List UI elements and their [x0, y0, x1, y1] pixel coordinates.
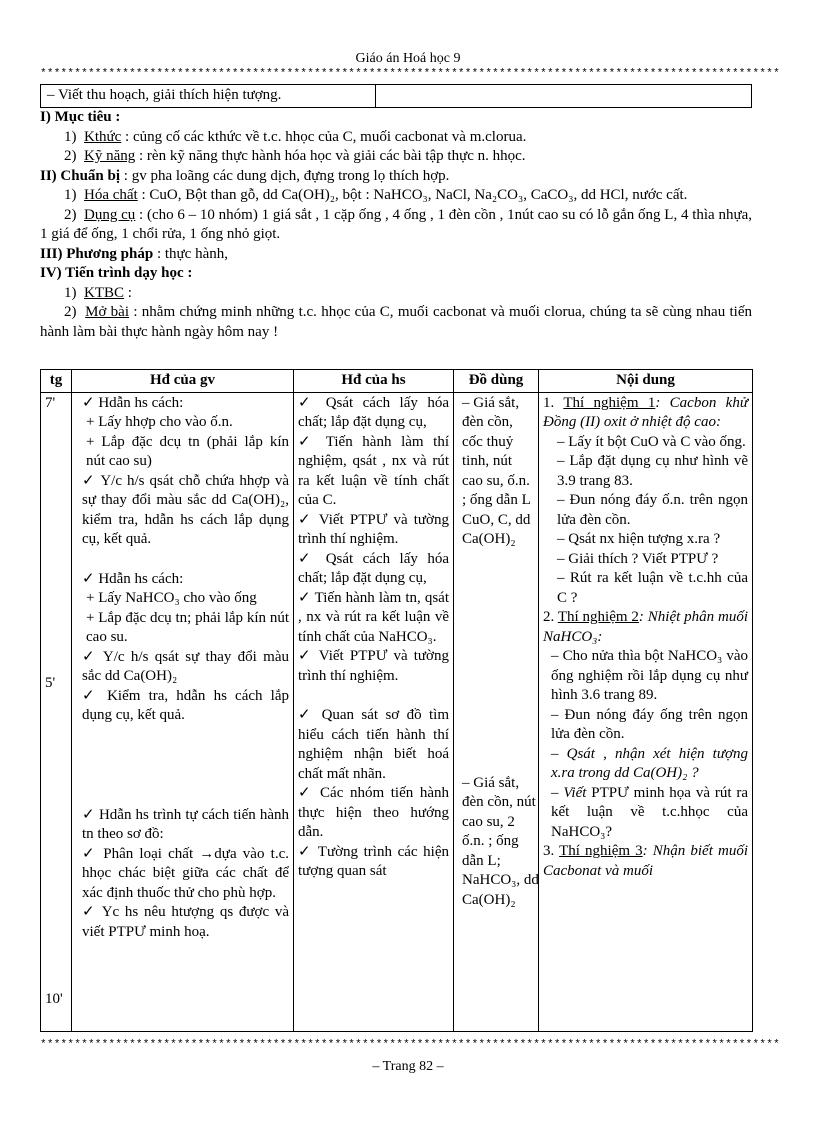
col-header-noidung: Nội dung [539, 370, 753, 393]
tn3-num: 3. [543, 843, 560, 859]
tn3-title: : Nhận biết muối Cacbonat và muối [543, 843, 748, 879]
s4-item1-label: KTBC [84, 284, 125, 301]
tn2-label: Thí nghiệm 2 [557, 609, 639, 625]
tn2-title: : Nhiệt phân muối NaHCO₃: [543, 609, 748, 645]
tn1-num: 1. [543, 394, 564, 411]
s4-item2-text: : nhằm chứng minh những t.c. hhọc của C, muối cacbonat và muối clorua, chúng ta sẽ cùng nhau tiến hành làm bài thực hành ngày hôm nay ! [40, 304, 752, 340]
carryover-left-cell: – Viết thu hoạch, giải thích hiện tượng. [41, 85, 376, 108]
tg-value-1: 7' [45, 394, 56, 411]
lesson-activity-table [40, 369, 753, 1032]
section-4-title: IV) Tiến trình dạy học : [40, 265, 193, 281]
s2-text: : gv pha loãng các dung dịch, đựng trong lọ thích hợp. [120, 167, 450, 184]
tn1-step: – Lắp đặt dụng cụ như hình vẽ 3.9 trang 83. [557, 453, 748, 489]
gv-line: ✓ Yc hs nêu htượng qs được và viết PTPƯ minh hoạ. [82, 904, 289, 940]
hs-line: ✓ Viết PTPƯ và tường trình thí nghiệm. [298, 648, 449, 684]
tn2-step: – Cho nửa thìa bột NaHCO₃ vào ống nghiệm rồi lắp dụng cụ như hình 3.6 trang 89. [551, 648, 748, 703]
s2-item1-text: : CuO, Bột than gỗ, dd Ca(OH)₂, bột : NaHCO₃, NaCl, Na₂CO₃, CaCO₃, dd HCl, nước cất. [137, 187, 688, 203]
hs-line: ✓ Tường trình các hiện tượng quan sát [298, 843, 449, 879]
hs-line: ✓ Qsát cách lấy hóa chất; lắp đặt dụng cụ, [298, 394, 449, 430]
gv-line: + Lắp đặc dcụ tn; phải lắp kín nút cao su. [86, 609, 289, 645]
dodung-group-1: – Giá sắt, đèn cồn, cốc thuỷ tinh, nút cao su, ố.n. ; ống dẫn L CuO, C, dd Ca(OH)₂ [462, 394, 531, 547]
s2-item2-text: : (cho 6 – 10 nhóm) 1 giá sắt , 1 cặp ống , 4 ống , 1 đèn cồn , 1nút cao su có lỗ gắn ống L, 4 thìa nhựa, 1 giá để ống, 1 chổi rửa, 1 ống nhỏ giọt. [40, 206, 753, 242]
gv-line: ✓ Y/c h/s qsát sự thay đổi màu sắc dd Ca(OH)₂ [82, 648, 289, 684]
section-1-title: I) Mục tiêu : [40, 109, 121, 125]
gv-line: + Lắp đặc dcụ tn (phải lắp kín nút cao su) [86, 433, 289, 469]
tn2-step: – Đun nóng đáy ống trên ngọn lửa đèn cồn. [551, 706, 748, 742]
dodung-cell [454, 392, 539, 1031]
tn1-step: – Giải thích ? Viết PTPƯ ? [557, 550, 719, 567]
hs-line: ✓ Quan sát sơ đồ tìm hiểu cách tiến hành thí nghiệm nhận biết hoá chất mất nhãn. [298, 707, 449, 782]
tg-value-2: 5' [45, 674, 56, 691]
hs-line: ✓ Các nhóm tiến hành thực hiện theo hướng dẫn. [298, 785, 449, 840]
lesson-sections: I) Mục tiêu : 1) Kthức : củng cố các kthức về t.c. hhọc của C, muối cacbonat và m.clorua. 2) Kỹ năng : rèn kỹ năng thực hành hóa học và giải các bài tập thực n. hhọc. II) Chuẩn bị : gv pha loãng các dung dịch, đựng trong lọ thích hợp. 1) Hóa chất : CuO, Bột than gỗ, dd Ca(OH)₂, bột : NaHCO₃, NaCl, Na₂CO₃, CaCO₃, dd HCl, nước cất. 2) Dụng cụ : (cho 6 – 10 nhóm) 1 giá sắt , 1 cặp ống , 4 ống , 1 đèn cồn , 1nút cao su có lỗ gắn ống L, 4 thìa nhựa, 1 giá để ống, 1 chổi rửa, 1 ống nhỏ giọt. III) Phương pháp : thực hành, IV) Tiến trình dạy học : 1) KTBC : 2) Mở bài : nhằm chứng minh những t.c. hhọc của C, muối cacbonat và muối clorua, chúng ta sẽ cùng nhau tiến hành làm bài thực hành ngày hôm nay ! [40, 109, 753, 340]
gv-line: ✓ Y/c h/s qsát chỗ chứa hhợp và sự thay đổi màu sắc dd Ca(OH)₂, kiểm tra, hdẫn hs cách lắp dụng cụ, kết quả. [82, 472, 289, 547]
gv-line: + Lấy NaHCO₃ cho vào ống [86, 590, 257, 606]
col-header-gv: Hđ của gv [72, 370, 294, 393]
gv-line: ✓ Hdẫn hs cách: [82, 570, 184, 587]
tn2-step4-verb: – Viết [551, 784, 587, 801]
footer-star-divider: ************************************************************************************************************ [40, 1039, 780, 1051]
carryover-right-cell [376, 85, 752, 108]
tn1-step: – Qsát nx hiện tượng x.ra ? [557, 531, 721, 547]
s3-text: : thực hành, [153, 245, 228, 262]
header-star-divider: ************************************************************************************************************ [40, 68, 780, 80]
s1-item1-label: Kthức [84, 128, 122, 145]
tn2-step4-text: PTPƯ minh họa và rút ra kết luận về t.c.hhọc của NaHCO₃? [551, 784, 749, 840]
section-3-title: III) Phương pháp [40, 245, 154, 262]
carryover-table [40, 84, 752, 108]
gv-cell [72, 392, 294, 1031]
tn1-step: – Rút ra kết luận về t.c.hh của C ? [557, 570, 748, 606]
tn2-step3: – Qsát , nhận xét hiện tượng x.ra trong dd Ca(OH)₂ ? [551, 745, 748, 781]
tn3-label: Thí nghiệm 3 [559, 843, 643, 859]
gv-line: + Lấy hhợp cho vào ố.n. [86, 414, 233, 430]
s4-item2-label: Mở bài [85, 304, 130, 320]
tg-value-3: 10' [45, 990, 63, 1007]
s4-item1-text: : [124, 284, 132, 301]
tn1-title: : Cacbon khử Đồng (II) oxit ở nhiệt độ cao: [543, 394, 748, 430]
tn1-label: Thí nghiệm 1 [563, 394, 656, 411]
col-header-dodung: Đồ dùng [454, 370, 539, 393]
hs-line: ✓ Qsát cách lấy hóa chất; lắp đặt dụng cụ, [298, 550, 449, 586]
s1-item2-text: : rèn kỹ năng thực hành hóa học và giải các bài tập thực n. hhọc. [135, 148, 526, 164]
hs-line: ✓ Viết PTPƯ và tường trình thí nghiệm. [298, 511, 449, 547]
hs-line: ✓ Tiến hành làm tn, qsát , nx và rút ra kết luận về tính chất của NaHCO₃. [298, 589, 449, 645]
gv-line: ✓ Phân loại chất →dựa vào t.c. hhọc chác biệt giữa các chất để xác định thuốc thử cho phù hợp. [82, 845, 289, 901]
s1-item1-text: : củng cố các kthức về t.c. hhọc của C, muối cacbonat và m.clorua. [121, 128, 527, 145]
s1-item2-label: Kỹ năng [84, 148, 136, 164]
tg-cell [41, 392, 72, 1031]
hs-cell [294, 392, 454, 1031]
col-header-tg: tg [41, 370, 72, 393]
gv-line: ✓ Hdẫn hs cách: [82, 394, 184, 411]
noidung-cell [539, 392, 753, 1031]
page-number: – Trang 82 – [372, 1059, 444, 1074]
tn2-num: 2. [543, 609, 558, 625]
hs-line: ✓ Tiến hành làm thí nghiệm, qsát , nx và rút ra kết luận về tính chất của C. [298, 433, 449, 508]
gv-line: ✓ Hdẫn hs trình tự cách tiến hành tn theo sơ đồ: [82, 806, 289, 842]
page-header-title: Giáo án Hoá học 9 [355, 51, 461, 66]
col-header-hs: Hđ của hs [294, 370, 454, 393]
gv-line: ✓ Kiểm tra, hdẫn hs cách lắp dụng cụ, kết quả. [82, 687, 289, 723]
s2-item1-label: Hóa chất [84, 187, 138, 203]
section-2-title: II) Chuẩn bị [40, 167, 121, 184]
tn1-step: – Lấy ít bột CuO và C vào ống. [557, 433, 746, 450]
dodung-group-2: – Giá sắt, đèn cồn, nút cao su, 2 ố.n. ; ống dẫn L; NaHCO₃, dd Ca(OH)₂ [462, 774, 539, 908]
tn1-step: – Đun nóng đáy ố.n. trên ngọn lửa đèn cồn. [557, 492, 748, 528]
s2-item2-label: Dụng cụ [84, 206, 136, 223]
